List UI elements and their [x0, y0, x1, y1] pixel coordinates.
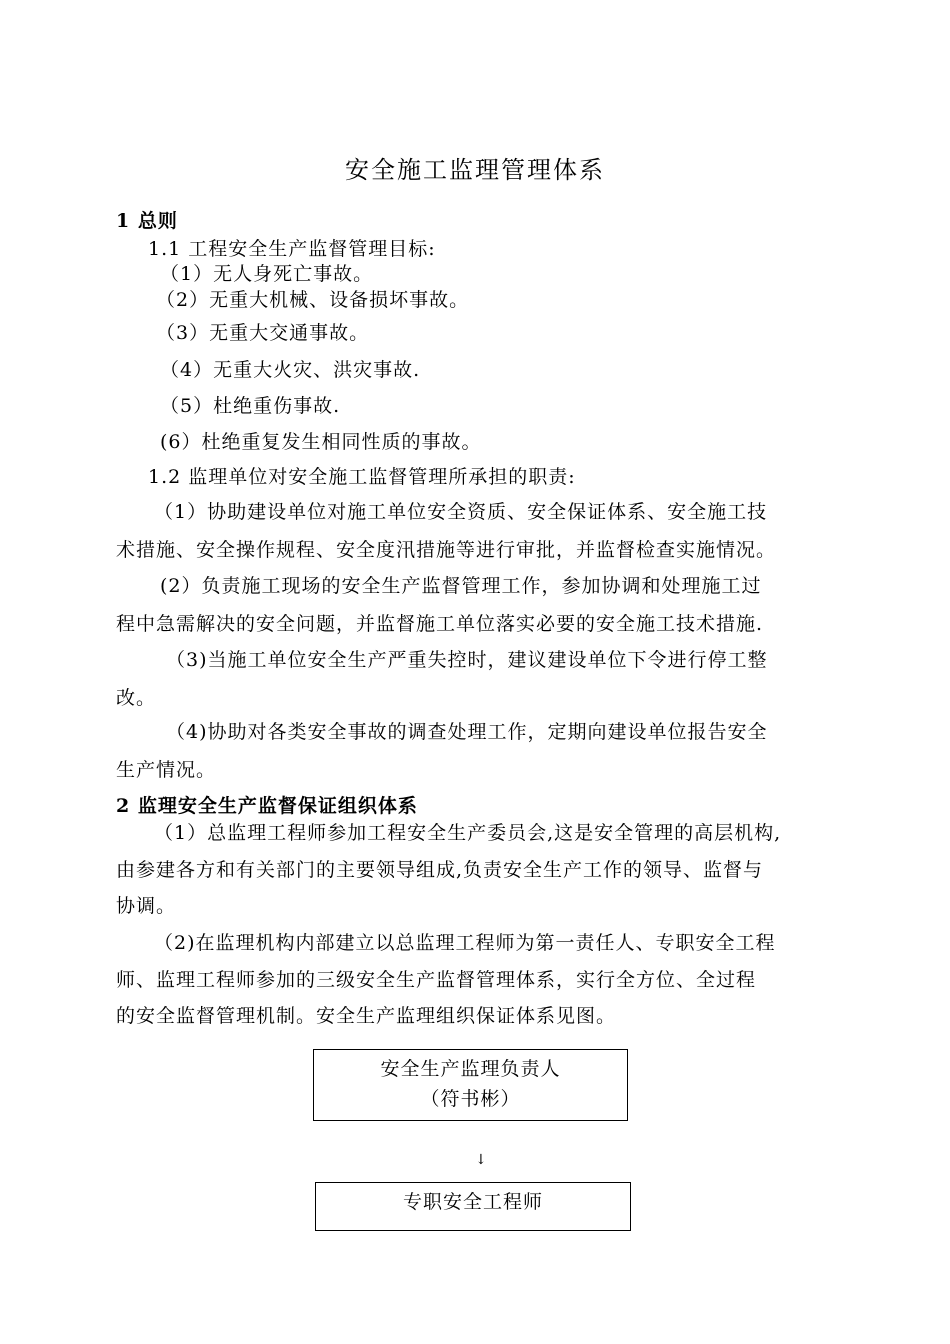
section-2-heading: 2 监理安全生产监督保证组织体系	[116, 795, 418, 817]
subsection-1-2: 1.2 监理单位对安全施工监督管理所承担的职责:	[148, 466, 576, 488]
org-para-2-line-3: 的安全监督管理机制。安全生产监理组织保证体系见图。	[116, 1005, 617, 1027]
duty-3-line-2: 改。	[116, 687, 157, 709]
page-title: 安全施工监理管理体系	[345, 156, 605, 184]
org-para-2-line-1: （2)在监理机构内部建立以总监理工程师为第一责任人、专职安全工程	[154, 932, 776, 954]
org-box-safety-supervisor	[313, 1049, 628, 1121]
goal-item-3: （3）无重大交通事故。	[156, 322, 370, 344]
org-para-2-line-2: 师、监理工程师参加的三级安全生产监督管理体系，实行全方位、全过程	[116, 969, 757, 991]
duty-1-line-2: 术措施、安全操作规程、安全度汛措施等进行审批，并监督检查实施情况。	[116, 539, 777, 561]
goal-item-2: （2）无重大机械、设备损坏事故。	[156, 289, 470, 311]
duty-4-line-2: 生产情况。	[116, 759, 217, 781]
subsection-1-1: 1.1 工程安全生产监督管理目标:	[148, 238, 436, 260]
org-para-1-line-2: 由参建各方和有关部门的主要领导组成,负责安全生产工作的领导、监督与	[116, 859, 764, 881]
duty-2-line-1: (2）负责施工现场的安全生产监督管理工作，参加协调和处理施工过	[160, 575, 762, 597]
duty-3-line-1: （3)当施工单位安全生产严重失控时，建议建设单位下令进行停工整	[166, 649, 768, 671]
duty-2-line-2: 程中急需解决的安全问题，并监督施工单位落实必要的安全施工技术措施.	[116, 613, 764, 635]
goal-item-4: （4）无重大火灾、洪灾事故.	[160, 359, 421, 381]
section-1-heading: 1 总则	[116, 210, 178, 232]
duty-1-line-1: （1）协助建设单位对施工单位安全资质、安全保证体系、安全施工技	[154, 501, 768, 523]
duty-4-line-1: （4)协助对各类安全事故的调查处理工作，定期向建设单位报告安全	[166, 721, 768, 743]
org-box-safety-engineer	[315, 1182, 631, 1231]
goal-item-5: （5）杜绝重伤事故.	[160, 395, 341, 417]
goal-item-1: （1）无人身死亡事故。	[160, 263, 374, 285]
org-box-safety-supervisor-person: （符书彬）	[420, 1088, 521, 1110]
org-box-safety-supervisor-title: 安全生产监理负责人	[380, 1058, 561, 1080]
org-box-safety-engineer-title: 专职安全工程师	[402, 1191, 543, 1213]
org-para-1-line-1: （1）总监理工程师参加工程安全生产委员会,这是安全管理的高层机构,	[154, 822, 782, 844]
goal-item-6: (6）杜绝重复发生相同性质的事故。	[160, 431, 482, 453]
org-para-1-line-3: 协调。	[116, 895, 177, 917]
arrow-down-icon: ↓	[475, 1152, 487, 1168]
